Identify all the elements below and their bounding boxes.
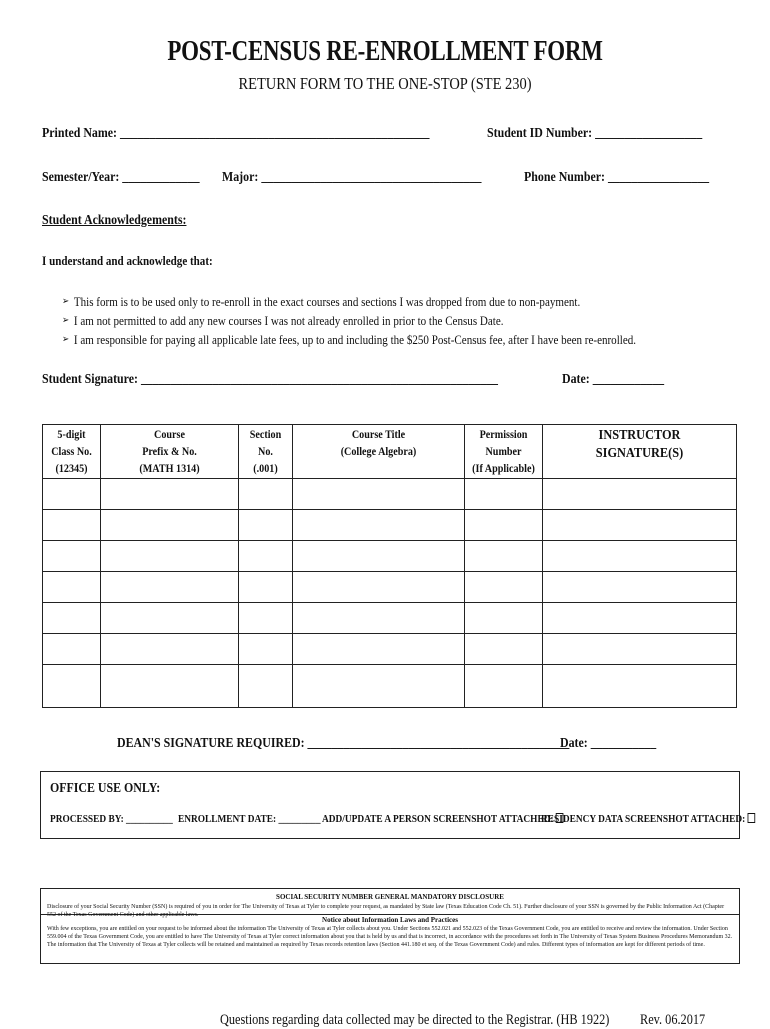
office-use-box: [40, 771, 746, 839]
residency-checkbox[interactable]: [748, 813, 756, 823]
dean-signature-field[interactable]: DEAN'S SIGNATURE REQUIRED: ____________________________________________: [117, 736, 570, 751]
printed-name-field[interactable]: Printed Name: ____________________________________________________: [42, 126, 430, 141]
enrollment-date-field[interactable]: ENROLLMENT DATE: _________: [178, 813, 321, 825]
acknowledgements-intro: I understand and acknowledge that:: [42, 253, 213, 268]
disclosure-box: [40, 888, 740, 964]
header-course-prefix: Course Prefix & No. (MATH 1314): [139, 429, 200, 475]
student-id-field[interactable]: Student ID Number: __________________: [487, 126, 703, 141]
arrow-bullet-icon: ➢: [62, 334, 70, 345]
acknowledgements-heading: Student Acknowledgements:: [42, 213, 187, 228]
acknowledgement-list: [62, 292, 737, 349]
revision-label: Rev. 06.2017: [640, 1012, 706, 1028]
arrow-bullet-icon: ➢: [62, 315, 70, 326]
major-field[interactable]: Major: _____________________________________: [222, 170, 482, 185]
semester-year-field[interactable]: Semester/Year: _____________: [42, 170, 200, 185]
course-table: [42, 424, 737, 708]
table-row: [43, 665, 737, 708]
student-signature-field[interactable]: Student Signature: ____________________________________________________________: [42, 372, 498, 387]
header-class-no: 5-digit Class No. (12345): [51, 429, 92, 475]
table-row: [43, 603, 737, 634]
table-row: [43, 479, 737, 510]
list-item: ➢ This form is to be used only to re-enroll in the exact courses and sections I was dropped from due to non-payment.: [62, 293, 581, 309]
notice-heading: Notice about Information Laws and Practices: [322, 916, 458, 924]
table-row: [43, 572, 737, 603]
table-row: [43, 541, 737, 572]
header-instructor-signature: INSTRUCTOR SIGNATURE(S): [595, 428, 684, 461]
add-update-screenshot-field: ADD/UPDATE A PERSON SCREENSHOT ATTACHED:: [322, 813, 564, 825]
table-header-row: [43, 425, 737, 479]
notice-text: With few exceptions, you are entitled on your request to be informed about the information The University of Texas at Tyler collects about you. Under Sections 552.021 and 552.023 of the Texas Government Code, you are entitled to receive and review the information. Under Section 559.004 of the Texas Government Code, you are entitled to have The University of Texas at Tyler correct information about you that is held by us and that is incorrect, in accordance with the procedures set forth in The University of Texas System Business Procedures Memorandum 32. The information that The University of Texas at Tyler collects will be retained and maintained as required by Texas records retention laws (Section 441.180 et seq. of the Texas Government Code) and rules. Different types of information are kept for different periods of time.: [47, 926, 733, 948]
disclosure-heading: SOCIAL SECURITY NUMBER GENERAL MANDATORY DISCLOSURE: [276, 893, 504, 901]
header-permission-number: Permission Number (If Applicable): [472, 429, 535, 475]
signature-date-field[interactable]: Date: ____________: [562, 372, 665, 387]
ssn-disclosure-text: Disclosure of your Social Security Number (SSN) is required of you in order for The University of Texas at Tyler to complete your request, as mandated by State law (Texas Education Code Ch. 51). Further disclosure of your SSN is governed by the Public Information Act (Chapter 552 of the Texas Government Code) and other applicable laws.: [47, 904, 725, 918]
table-row: [43, 510, 737, 541]
header-course-title: Course Title (College Algebra): [340, 429, 417, 458]
office-use-heading: OFFICE USE ONLY:: [50, 781, 161, 796]
arrow-bullet-icon: ➢: [62, 296, 70, 307]
form-subtitle: RETURN FORM TO THE ONE-STOP (STE 230): [238, 74, 532, 93]
footer-questions: Questions regarding data collected may be directed to the Registrar. (HB 1922): [220, 1012, 610, 1028]
dean-date-field[interactable]: Date: ___________: [560, 736, 657, 751]
phone-number-field[interactable]: Phone Number: _________________: [524, 170, 710, 185]
table-row: [43, 634, 737, 665]
processed-by-field[interactable]: PROCESSED BY: __________: [50, 813, 173, 825]
list-item: ➢ I am responsible for paying all applicable late fees, up to and including the $250 Post-Census fee, after I have been re-enrolled.: [62, 331, 637, 347]
residency-screenshot-field: RESIDENCY DATA SCREENSHOT ATTACHED:: [541, 813, 755, 825]
list-item: ➢ I am not permitted to add any new courses I was not already enrolled in prior to the Census Date.: [62, 312, 504, 328]
form-title: POST-CENSUS RE-ENROLLMENT FORM: [167, 36, 603, 67]
header-section-no: Section No. (.001): [249, 429, 282, 475]
